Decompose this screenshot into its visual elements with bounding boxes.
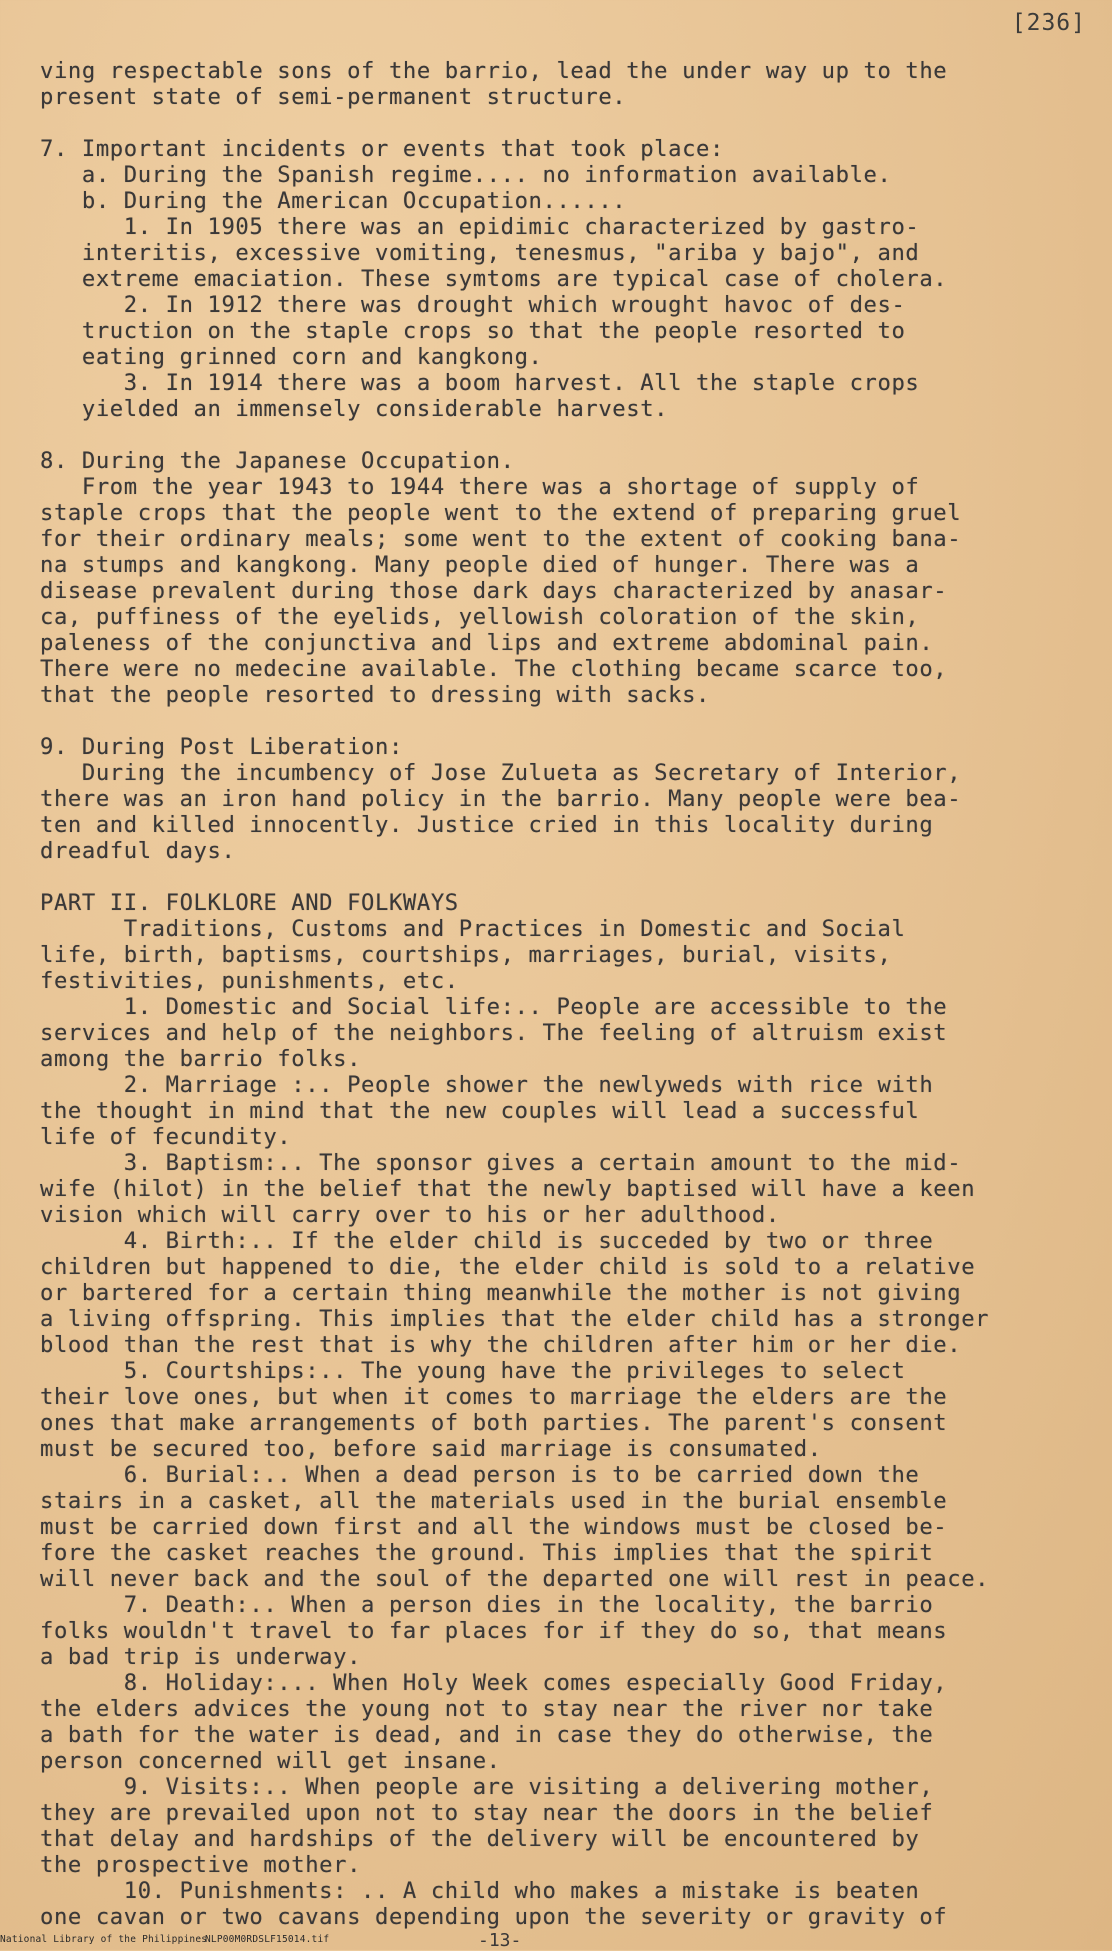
text-line: 1. Domestic and Social life:.. People are accessible to the xyxy=(40,994,948,1020)
text-line: wife (hilot) in the belief that the newly baptised will have a keen xyxy=(40,1176,976,1202)
document-body xyxy=(40,58,1100,1930)
text-line: a. During the Spanish regime.... no information available. xyxy=(40,162,892,188)
text-line: 3. Baptism:.. The sponsor gives a certain amount to the mid- xyxy=(40,1150,962,1176)
text-line: 9. During Post Liberation: xyxy=(40,734,403,760)
footer-file-name: NLP00M0RDSLF15014.tif xyxy=(205,1934,330,1945)
text-line: ca, puffiness of the eyelids, yellowish coloration of the skin, xyxy=(40,604,920,630)
text-line: fore the casket reaches the ground. This implies that the spirit xyxy=(40,1540,934,1566)
text-line: folks wouldn't travel to far places for if they do so, that means xyxy=(40,1618,948,1644)
text-line: From the year 1943 to 1944 there was a shortage of supply of xyxy=(40,474,920,500)
text-line: ones that make arrangements of both parties. The parent's consent xyxy=(40,1410,948,1436)
text-line: among the barrio folks. xyxy=(40,1046,362,1072)
text-line: must be secured too, before said marriage is consumated. xyxy=(40,1436,822,1462)
page-number: -13- xyxy=(478,1930,522,1951)
text-line: PART II. FOLKLORE AND FOLKWAYS xyxy=(40,890,459,916)
text-line: paleness of the conjunctiva and lips and extreme abdominal pain. xyxy=(40,630,934,656)
text-line: will never back and the soul of the departed one will rest in peace. xyxy=(40,1566,990,1592)
text-line: a bath for the water is dead, and in case they do otherwise, the xyxy=(40,1722,934,1748)
text-line: or bartered for a certain thing meanwhile the mother is not giving xyxy=(40,1280,962,1306)
text-line: dreadful days. xyxy=(40,838,236,864)
text-line xyxy=(40,110,1100,136)
text-line: blood than the rest that is why the children after him or her die. xyxy=(40,1332,962,1358)
text-line: present state of semi-permanent structure. xyxy=(40,84,627,110)
text-line: 7. Death:.. When a person dies in the locality, the barrio xyxy=(40,1592,934,1618)
text-line: the thought in mind that the new couples will lead a successful xyxy=(40,1098,920,1124)
text-line: 2. In 1912 there was drought which wrought havoc of des- xyxy=(40,292,906,318)
text-line: the elders advices the young not to stay near the river nor take xyxy=(40,1696,934,1722)
text-line: na stumps and kangkong. Many people died of hunger. There was a xyxy=(40,552,920,578)
text-line xyxy=(40,708,1100,734)
text-line: festivities, punishments, etc. xyxy=(40,968,459,994)
text-line: life, birth, baptisms, courtships, marriages, burial, visits, xyxy=(40,942,892,968)
text-line: There were no medecine available. The clothing became scarce too, xyxy=(40,656,948,682)
text-line: must be carried down first and all the windows must be closed be- xyxy=(40,1514,948,1540)
text-line: truction on the staple crops so that the people resorted to xyxy=(40,318,906,344)
text-line: that the people resorted to dressing with sacks. xyxy=(40,682,710,708)
text-line: children but happened to die, the elder child is sold to a relative xyxy=(40,1254,976,1280)
text-line: that delay and hardships of the delivery will be encountered by xyxy=(40,1826,920,1852)
text-line: 6. Burial:.. When a dead person is to be carried down the xyxy=(40,1462,920,1488)
text-line: their love ones, but when it comes to marriage the elders are the xyxy=(40,1384,948,1410)
text-line: 7. Important incidents or events that took place: xyxy=(40,136,724,162)
text-line: eating grinned corn and kangkong. xyxy=(40,344,543,370)
text-line: b. During the American Occupation...... xyxy=(40,188,627,214)
text-line: person concerned will get insane. xyxy=(40,1748,501,1774)
text-line: staple crops that the people went to the extend of preparing gruel xyxy=(40,500,962,526)
text-line: 8. Holiday:... When Holy Week comes especially Good Friday, xyxy=(40,1670,948,1696)
text-line: the prospective mother. xyxy=(40,1852,362,1878)
text-line: vision which will carry over to his or her adulthood. xyxy=(40,1202,780,1228)
text-line: 2. Marriage :.. People shower the newlyweds with rice with xyxy=(40,1072,934,1098)
text-line xyxy=(40,864,1100,890)
text-line: 3. In 1914 there was a boom harvest. All the staple crops xyxy=(40,370,920,396)
text-line xyxy=(40,422,1100,448)
text-line: life of fecundity. xyxy=(40,1124,292,1150)
text-line: stairs in a casket, all the materials used in the burial ensemble xyxy=(40,1488,948,1514)
text-line: Traditions, Customs and Practices in Domestic and Social xyxy=(40,916,906,942)
text-line: one cavan or two cavans depending upon the severity or gravity of xyxy=(40,1904,948,1930)
text-line: disease prevalent during those dark days characterized by anasar- xyxy=(40,578,948,604)
text-line: 5. Courtships:.. The young have the privileges to select xyxy=(40,1358,906,1384)
text-line: 4. Birth:.. If the elder child is succeded by two or three xyxy=(40,1228,934,1254)
text-line: services and help of the neighbors. The feeling of altruism exist xyxy=(40,1020,948,1046)
text-line: 8. During the Japanese Occupation. xyxy=(40,448,515,474)
text-line: During the incumbency of Jose Zulueta as Secretary of Interior, xyxy=(40,760,962,786)
text-line: a living offspring. This implies that the elder child has a stronger xyxy=(40,1306,990,1332)
text-line: a bad trip is underway. xyxy=(40,1644,362,1670)
text-line: interitis, excessive vomiting, tenesmus, "ariba y bajo", and xyxy=(40,240,920,266)
page-stamp: [236] xyxy=(1011,10,1086,36)
footer-library-name: National Library of the Philippines xyxy=(0,1934,208,1945)
text-line: extreme emaciation. These symtoms are typical case of cholera. xyxy=(40,266,948,292)
text-line: they are prevailed upon not to stay near the doors in the belief xyxy=(40,1800,934,1826)
text-line: yielded an immensely considerable harvest. xyxy=(40,396,669,422)
text-line: for their ordinary meals; some went to the extent of cooking bana- xyxy=(40,526,962,552)
text-line: 9. Visits:.. When people are visiting a delivering mother, xyxy=(40,1774,934,1800)
text-line: 10. Punishments: .. A child who makes a mistake is beaten xyxy=(40,1878,920,1904)
text-line: there was an iron hand policy in the barrio. Many people were bea- xyxy=(40,786,962,812)
text-line: ten and killed innocently. Justice cried in this locality during xyxy=(40,812,934,838)
text-line: 1. In 1905 there was an epidimic characterized by gastro- xyxy=(40,214,920,240)
text-line: ving respectable sons of the barrio, lead the under way up to the xyxy=(40,58,948,84)
